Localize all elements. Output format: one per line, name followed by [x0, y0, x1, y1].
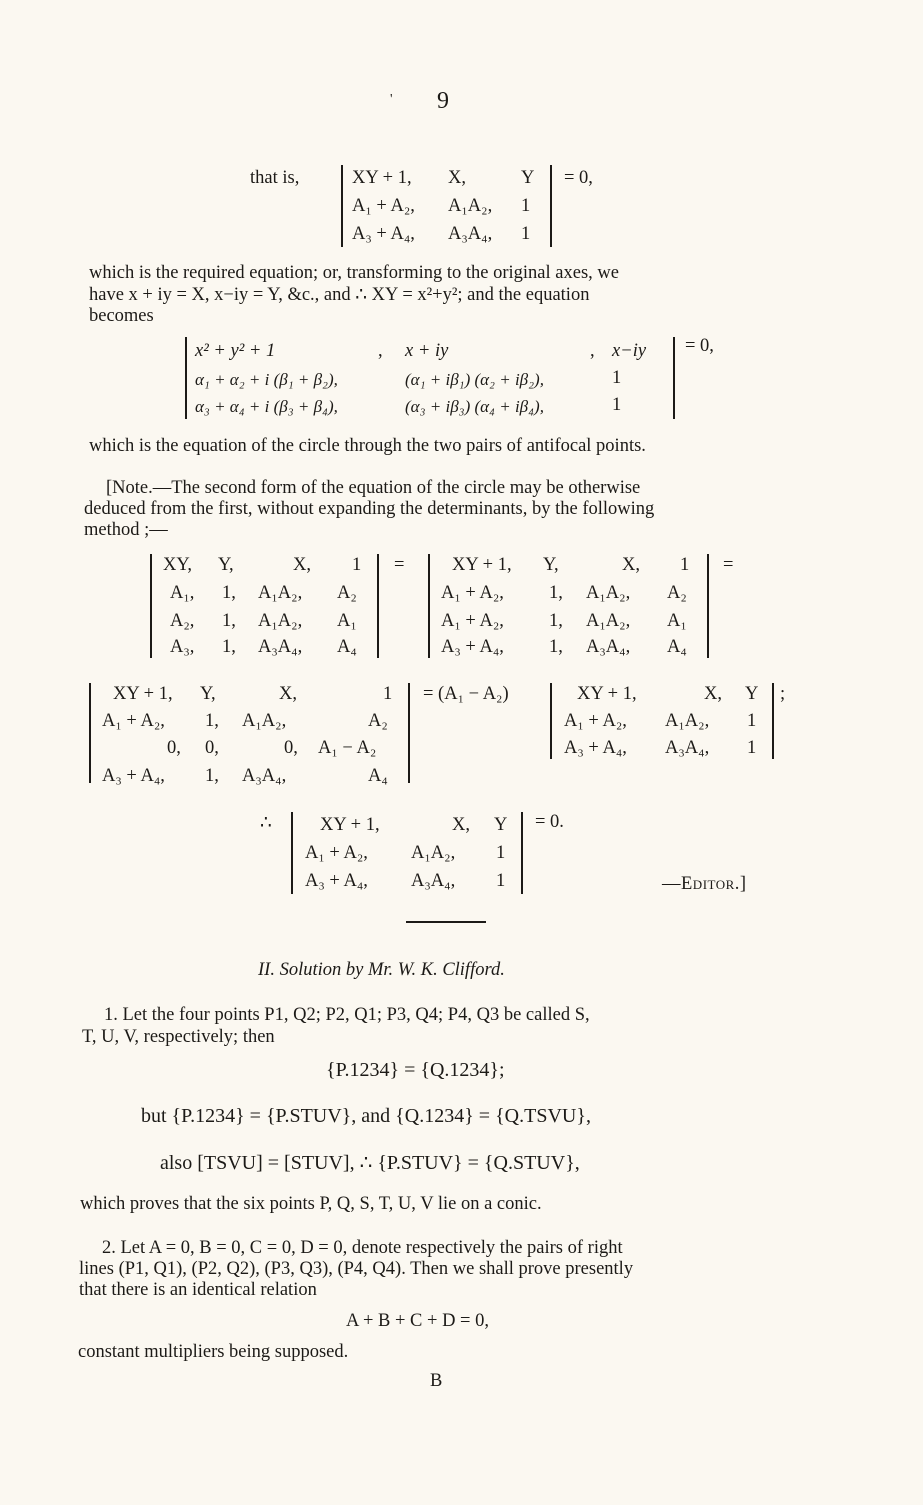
- section-divider: [406, 921, 486, 923]
- det4a-r3c2: A₃A₄,: [242, 766, 287, 786]
- det4a-right-bar: [408, 683, 410, 783]
- det3b-r2c1: 1,: [549, 611, 563, 631]
- det4a-r1c2: A₁A₂,: [242, 711, 287, 731]
- det1-r1c0: A₁ + A₂,: [352, 196, 415, 216]
- det2-r0c3: ,: [590, 341, 595, 361]
- det4a-r1c0: A₁ + A₂,: [102, 711, 165, 731]
- det5-suffix: = 0.: [535, 812, 564, 832]
- det3a-r0c1: Y,: [218, 555, 234, 575]
- eq-a: {P.1234} = {Q.1234};: [326, 1059, 505, 1081]
- det3a-r1c0: A₁,: [170, 583, 195, 603]
- det1-r2c0: A₃ + A₄,: [352, 224, 415, 244]
- det4b-r0c1: X,: [704, 684, 722, 704]
- det4b-right-bar: [772, 683, 774, 759]
- note-line1: [Note.—The second form of the equation of the circle may be otherwise: [106, 478, 641, 498]
- s1-line1: 1. Let the four points P1, Q2; P2, Q1; P3, Q4; P4, Q3 be called S,: [104, 1005, 590, 1025]
- det5-r2c2: 1: [496, 871, 506, 891]
- det4a-r0c1: Y,: [200, 684, 216, 704]
- det5-r1c1: A₁A₂,: [411, 843, 456, 863]
- det3b-r0c1: Y,: [543, 555, 559, 575]
- det3b-r3c2: A₃A₄,: [586, 637, 631, 657]
- det2-r0c2: x + iy: [405, 341, 449, 361]
- det3b-r2c3: A₁: [667, 611, 687, 631]
- det5-r2c0: A₃ + A₄,: [305, 871, 368, 891]
- det1-left-bar: [341, 165, 343, 247]
- det3b-r1c1: 1,: [549, 583, 563, 603]
- section-title: II. Solution by Mr. W. K. Clifford.: [258, 960, 505, 980]
- det4b-r2c1: A₃A₄,: [665, 738, 710, 758]
- det2-r2c0: α₃ + α₄ + i (β₃ + β₄),: [195, 397, 338, 416]
- para2: which is the equation of the circle through the two pairs of antifocal points.: [89, 436, 646, 456]
- det3b-r2c2: A₁A₂,: [586, 611, 631, 631]
- det3b-right-bar: [707, 554, 709, 658]
- det5-left-bar: [291, 812, 293, 894]
- det2-r2c4: 1: [612, 395, 622, 415]
- det1-r0c1: X,: [448, 168, 466, 188]
- det4b-r2c0: A₃ + A₄,: [564, 738, 627, 758]
- s1-line2: T, U, V, respectively; then: [82, 1027, 275, 1047]
- det3a-r2c1: 1,: [222, 611, 236, 631]
- det1-r0c2: Y: [521, 168, 535, 188]
- det4a-r2c0: 0,: [167, 738, 181, 758]
- s2-end: constant multipliers being supposed.: [78, 1342, 349, 1362]
- det2-right-bar: [673, 337, 675, 419]
- det5-r1c0: A₁ + A₂,: [305, 843, 368, 863]
- det2-r1c2: (α₁ + iβ₁) (α₂ + iβ₂),: [405, 370, 544, 389]
- det3b-r1c0: A₁ + A₂,: [441, 583, 504, 603]
- det3a-r3c2: A₃A₄,: [258, 637, 303, 657]
- s2-line2: lines (P1, Q1), (P2, Q2), (P3, Q3), (P4, Q4). Then we shall prove presently: [79, 1259, 634, 1279]
- det1-r1c1: A₁A₂,: [448, 196, 493, 216]
- det3a-r2c0: A₂,: [170, 611, 195, 631]
- det3b-r3c3: A₄: [667, 637, 687, 657]
- det1-suffix: = 0,: [564, 168, 593, 188]
- det3a-right-bar: [377, 554, 379, 658]
- det4a-r3c0: A₃ + A₄,: [102, 766, 165, 786]
- det3a-r0c2: X,: [293, 555, 311, 575]
- det3a-r0c3: 1: [352, 555, 362, 575]
- det5-r2c1: A₃A₄,: [411, 871, 456, 891]
- det5-r0c1: X,: [452, 815, 470, 835]
- det3a-r3c3: A₄: [337, 637, 357, 657]
- det4-factor: = (A₁ − A₂): [423, 684, 509, 704]
- det3a-r2c2: A₁A₂,: [258, 611, 303, 631]
- det4a-r3c3: A₄: [368, 766, 388, 786]
- det3a-r2c3: A₁: [337, 611, 357, 631]
- det4b-r0c0: XY + 1,: [577, 684, 637, 704]
- det4b-r1c0: A₁ + A₂,: [564, 711, 627, 731]
- det1-r1c2: 1: [521, 196, 531, 216]
- det4a-r2c1: 0,: [205, 738, 219, 758]
- det4b-r2c2: 1: [747, 738, 757, 758]
- det3b-r1c2: A₁A₂,: [586, 583, 631, 603]
- para1-line1: which is the required equation; or, transforming to the original axes, we: [89, 263, 619, 283]
- det3b-r3c0: A₃ + A₄,: [441, 637, 504, 657]
- det4a-r0c2: X,: [279, 684, 297, 704]
- det3-eq: =: [394, 555, 405, 575]
- det3a-r1c2: A₁A₂,: [258, 583, 303, 603]
- det5-r0c2: Y: [494, 815, 508, 835]
- det1-r2c2: 1: [521, 224, 531, 244]
- det1-r0c0: XY + 1,: [352, 168, 412, 188]
- det4a-r3c1: 1,: [205, 766, 219, 786]
- det3b-r2c0: A₁ + A₂,: [441, 611, 504, 631]
- det2-left-bar: [185, 337, 187, 419]
- det3b-trailing-eq: =: [723, 555, 734, 575]
- det3b-r0c0: XY + 1,: [452, 555, 512, 575]
- det4a-r2c3: A₁ − A₂: [318, 738, 377, 758]
- det4a-r0c0: XY + 1,: [113, 684, 173, 704]
- eq-d: A + B + C + D = 0,: [346, 1311, 489, 1331]
- det1-right-bar: [550, 165, 552, 247]
- det3b-left-bar: [428, 554, 430, 658]
- editor-signoff: —Editor.]: [662, 874, 747, 894]
- det3a-left-bar: [150, 554, 152, 658]
- eq-c: also [TSVU] = [STUV], ∴ {P.STUV} = {Q.STUV},: [160, 1152, 580, 1174]
- det4b-r0c2: Y: [745, 684, 759, 704]
- det4a-r0c3: 1: [383, 684, 393, 704]
- det3a-r1c1: 1,: [222, 583, 236, 603]
- det5-r1c2: 1: [496, 843, 506, 863]
- page-number: 9: [437, 88, 449, 114]
- det3b-r0c2: X,: [622, 555, 640, 575]
- page-dot: ': [390, 92, 393, 107]
- det2-r2c2: (α₃ + iβ₃) (α₄ + iβ₄),: [405, 397, 544, 416]
- s1-end: which proves that the six points P, Q, S, T, U, V lie on a conic.: [80, 1194, 542, 1214]
- det4a-r2c2: 0,: [284, 738, 298, 758]
- para1-line3: becomes: [89, 306, 154, 326]
- s2-line3: that there is an identical relation: [79, 1280, 317, 1300]
- det4a-r1c3: A₂: [368, 711, 388, 731]
- det2-r0c1: ,: [378, 341, 383, 361]
- det2-r0c0: x² + y² + 1: [195, 341, 276, 361]
- det5-right-bar: [521, 812, 523, 894]
- eq-b: but {P.1234} = {P.STUV}, and {Q.1234} = {Q.TSVU},: [141, 1105, 591, 1127]
- det3a-r1c3: A₂: [337, 583, 357, 603]
- note-line3: method ;—: [84, 520, 168, 540]
- det4a-left-bar: [89, 683, 91, 783]
- det3b-r0c3: 1: [680, 555, 690, 575]
- det4b-left-bar: [550, 683, 552, 759]
- para1-line2: have x + iy = X, x−iy = Y, &c., and ∴ XY = x²+y²; and the equation: [89, 285, 590, 305]
- det4b-r1c2: 1: [747, 711, 757, 731]
- det3b-r1c3: A₂: [667, 583, 687, 603]
- det3a-r3c1: 1,: [222, 637, 236, 657]
- det4a-r1c1: 1,: [205, 711, 219, 731]
- det3b-r3c1: 1,: [549, 637, 563, 657]
- det2-suffix: = 0,: [685, 336, 714, 356]
- det2-r1c0: α₁ + α₂ + i (β₁ + β₂),: [195, 370, 338, 389]
- note-line2: deduced from the first, without expanding the determinants, by the following: [84, 499, 655, 519]
- det3a-r0c0: XY,: [163, 555, 192, 575]
- det2-r1c4: 1: [612, 368, 622, 388]
- det4b-r1c1: A₁A₂,: [665, 711, 710, 731]
- signature-mark: B: [430, 1371, 443, 1391]
- det3a-r3c0: A₃,: [170, 637, 195, 657]
- det2-r0c4: x−iy: [612, 341, 647, 361]
- s2-line1: 2. Let A = 0, B = 0, C = 0, D = 0, denote respectively the pairs of right: [102, 1238, 623, 1258]
- det1-prefix: that is,: [250, 168, 300, 188]
- therefore-symbol: ∴: [260, 813, 272, 833]
- det5-r0c0: XY + 1,: [320, 815, 380, 835]
- det4b-semicolon: ;: [780, 684, 786, 704]
- det1-r2c1: A₃A₄,: [448, 224, 493, 244]
